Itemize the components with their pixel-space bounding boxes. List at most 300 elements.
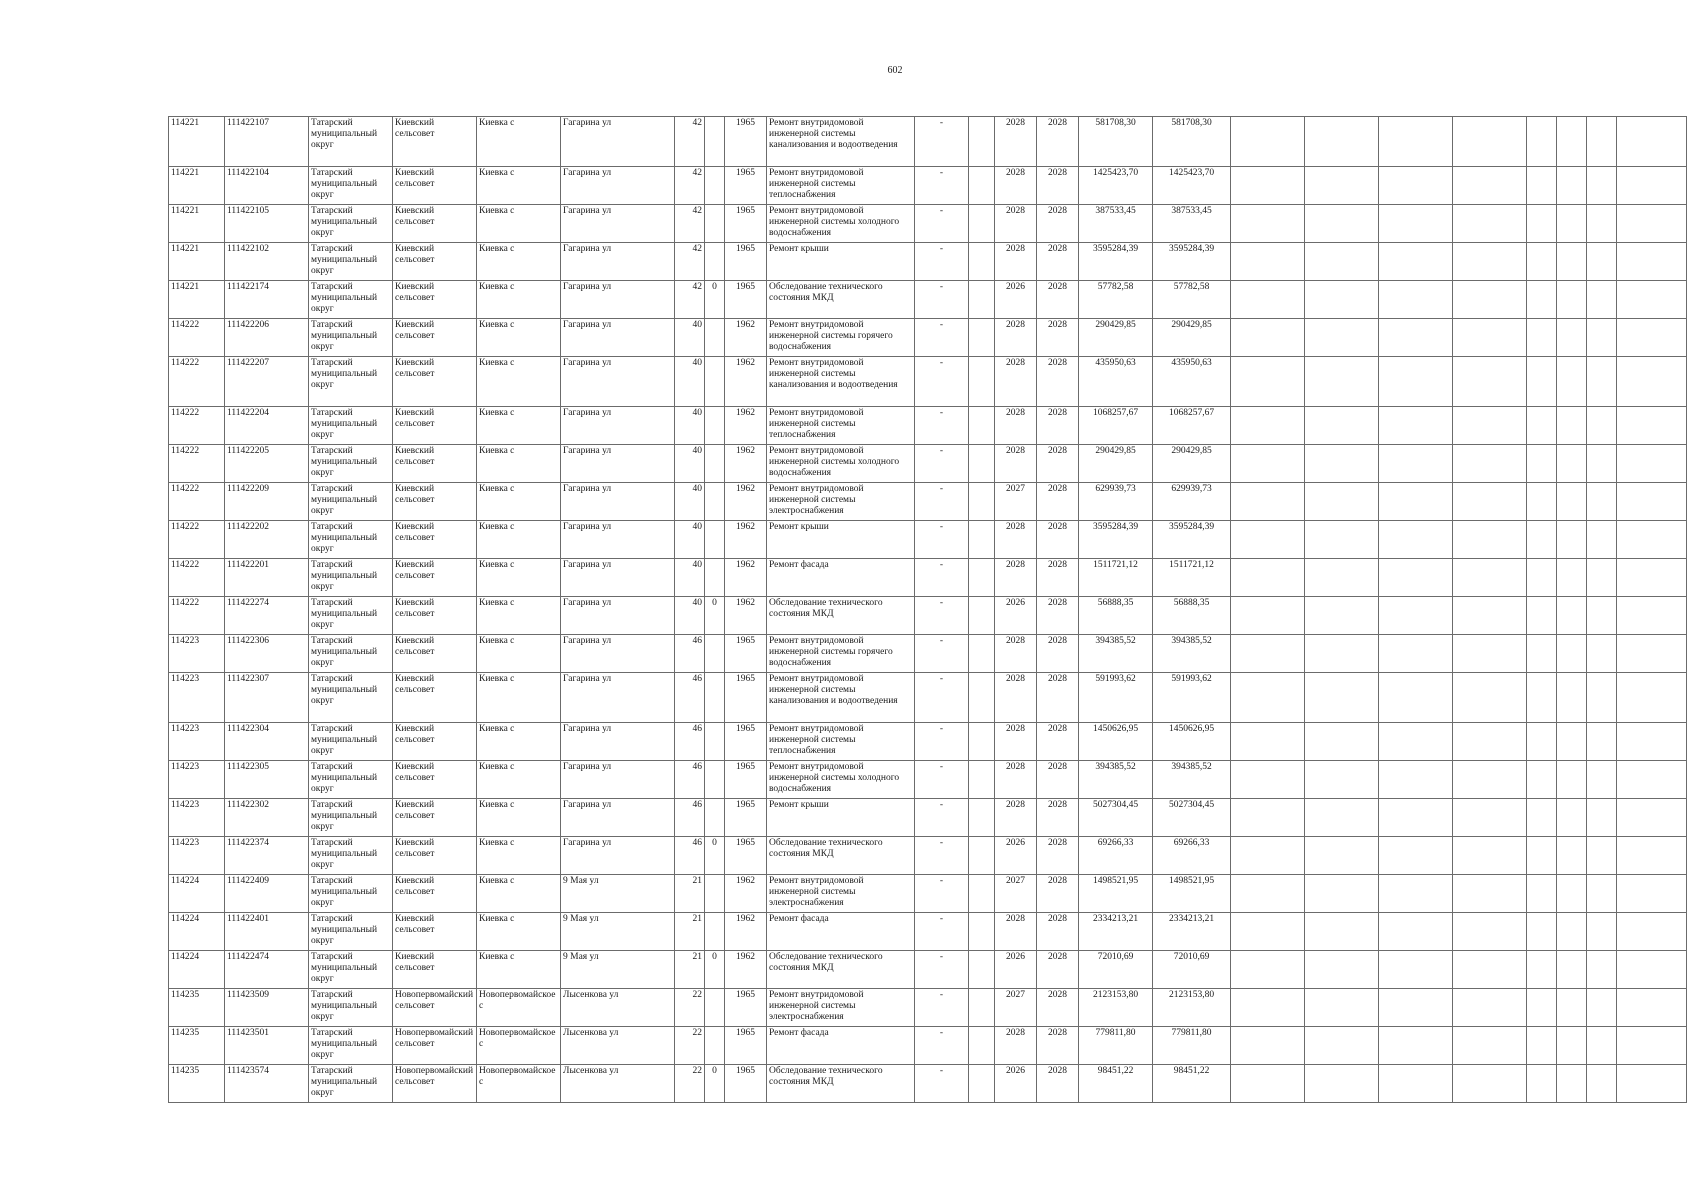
row-end-year: 2028 xyxy=(1037,761,1079,799)
row-year: 1965 xyxy=(725,1027,767,1065)
row-dash: - xyxy=(915,761,969,799)
row-year: 1962 xyxy=(725,951,767,989)
row-district: Татарский муниципальный округ xyxy=(309,635,393,673)
row-work: Обследование технического состояния МКД xyxy=(767,837,915,875)
empty-cell xyxy=(1587,357,1617,407)
row-blank xyxy=(969,875,995,913)
empty-cell xyxy=(1379,723,1453,761)
row-work: Ремонт внутридомовой инженерной системы канализования и водоотведения xyxy=(767,673,915,723)
table-row xyxy=(169,407,1687,445)
row-settlement: Киевка с xyxy=(477,167,561,205)
row-council: Киевский сельсовет xyxy=(393,357,477,407)
row-end-year: 2028 xyxy=(1037,635,1079,673)
empty-cell xyxy=(1617,319,1687,357)
row-dash: - xyxy=(915,1027,969,1065)
table-row xyxy=(169,281,1687,319)
row-district: Татарский муниципальный округ xyxy=(309,875,393,913)
row-street: Гагарина ул xyxy=(561,407,675,445)
row-house: 42 xyxy=(675,281,705,319)
row-settlement: Киевка с xyxy=(477,483,561,521)
row-end-year: 2028 xyxy=(1037,281,1079,319)
row-total: 1425423,70 xyxy=(1153,167,1231,205)
empty-cell xyxy=(1527,875,1557,913)
empty-cell xyxy=(1379,799,1453,837)
row-id: 111422202 xyxy=(225,521,309,559)
row-start-year: 2028 xyxy=(995,799,1037,837)
row-blank xyxy=(969,673,995,723)
empty-cell xyxy=(1557,281,1587,319)
empty-cell xyxy=(1305,761,1379,799)
row-total: 394385,52 xyxy=(1153,761,1231,799)
row-settlement: Киевка с xyxy=(477,243,561,281)
row-blank xyxy=(969,635,995,673)
row-code: 114224 xyxy=(169,875,225,913)
empty-cell xyxy=(1557,167,1587,205)
row-start-year: 2027 xyxy=(995,875,1037,913)
row-settlement: Новопервомайское с xyxy=(477,1027,561,1065)
empty-cell xyxy=(1379,243,1453,281)
empty-cell xyxy=(1379,319,1453,357)
row-council: Киевский сельсовет xyxy=(393,205,477,243)
row-work: Ремонт внутридомовой инженерной системы холодного водоснабжения xyxy=(767,205,915,243)
table-row xyxy=(169,1065,1687,1103)
row-work: Ремонт внутридомовой инженерной системы теплоснабжения xyxy=(767,407,915,445)
row-id: 111422206 xyxy=(225,319,309,357)
row-id: 111422174 xyxy=(225,281,309,319)
empty-cell xyxy=(1557,673,1587,723)
row-dash: - xyxy=(915,407,969,445)
empty-cell xyxy=(1617,243,1687,281)
empty-cell xyxy=(1587,837,1617,875)
empty-cell xyxy=(1453,117,1527,167)
empty-cell xyxy=(1379,281,1453,319)
row-code: 114224 xyxy=(169,913,225,951)
row-cost: 1068257,67 xyxy=(1079,407,1153,445)
row-cost: 69266,33 xyxy=(1079,837,1153,875)
row-code: 114222 xyxy=(169,357,225,407)
row-council: Киевский сельсовет xyxy=(393,521,477,559)
row-cost: 1425423,70 xyxy=(1079,167,1153,205)
row-district: Татарский муниципальный округ xyxy=(309,357,393,407)
empty-cell xyxy=(1379,989,1453,1027)
empty-cell xyxy=(1453,723,1527,761)
row-district: Татарский муниципальный округ xyxy=(309,281,393,319)
row-code: 114221 xyxy=(169,167,225,205)
empty-cell xyxy=(1557,723,1587,761)
empty-cell xyxy=(1305,635,1379,673)
row-blank xyxy=(969,521,995,559)
row-house: 46 xyxy=(675,673,705,723)
row-street: 9 Мая ул xyxy=(561,913,675,951)
row-total: 290429,85 xyxy=(1153,445,1231,483)
table-row xyxy=(169,989,1687,1027)
empty-cell xyxy=(1231,445,1305,483)
row-house: 46 xyxy=(675,799,705,837)
empty-cell xyxy=(1617,597,1687,635)
empty-cell xyxy=(1305,597,1379,635)
row-work: Обследование технического состояния МКД xyxy=(767,951,915,989)
row-cost: 591993,62 xyxy=(1079,673,1153,723)
table-row xyxy=(169,357,1687,407)
row-council: Киевский сельсовет xyxy=(393,281,477,319)
empty-cell xyxy=(1231,407,1305,445)
row-dash: - xyxy=(915,597,969,635)
row-district: Татарский муниципальный округ xyxy=(309,521,393,559)
table-row xyxy=(169,875,1687,913)
row-house: 40 xyxy=(675,483,705,521)
empty-cell xyxy=(1231,673,1305,723)
row-street: Лысенкова ул xyxy=(561,989,675,1027)
row-end-year: 2028 xyxy=(1037,673,1079,723)
row-start-year: 2028 xyxy=(995,357,1037,407)
row-district: Татарский муниципальный округ xyxy=(309,951,393,989)
row-blank xyxy=(969,1027,995,1065)
row-blank xyxy=(969,913,995,951)
row-district: Татарский муниципальный округ xyxy=(309,483,393,521)
row-work: Ремонт крыши xyxy=(767,799,915,837)
row-id: 111422107 xyxy=(225,117,309,167)
empty-cell xyxy=(1557,799,1587,837)
row-end-year: 2028 xyxy=(1037,799,1079,837)
empty-cell xyxy=(1527,723,1557,761)
row-cost: 98451,22 xyxy=(1079,1065,1153,1103)
row-code: 114222 xyxy=(169,521,225,559)
row-work: Ремонт внутридомовой инженерной системы канализования и водоотведения xyxy=(767,357,915,407)
row-work: Ремонт крыши xyxy=(767,521,915,559)
row-blank xyxy=(969,597,995,635)
row-id: 111422207 xyxy=(225,357,309,407)
row-id: 111422274 xyxy=(225,597,309,635)
empty-cell xyxy=(1231,167,1305,205)
empty-cell xyxy=(1557,117,1587,167)
row-cost: 435950,63 xyxy=(1079,357,1153,407)
empty-cell xyxy=(1453,407,1527,445)
row-cost: 290429,85 xyxy=(1079,319,1153,357)
row-house: 21 xyxy=(675,913,705,951)
empty-cell xyxy=(1557,837,1587,875)
row-code: 114221 xyxy=(169,205,225,243)
empty-cell xyxy=(1305,799,1379,837)
row-street: 9 Мая ул xyxy=(561,951,675,989)
row-end-year: 2028 xyxy=(1037,913,1079,951)
row-work: Ремонт крыши xyxy=(767,243,915,281)
empty-cell xyxy=(1305,951,1379,989)
row-council: Киевский сельсовет xyxy=(393,951,477,989)
row-total: 57782,58 xyxy=(1153,281,1231,319)
empty-cell xyxy=(1527,281,1557,319)
row-work: Ремонт внутридомовой инженерной системы холодного водоснабжения xyxy=(767,445,915,483)
row-start-year: 2028 xyxy=(995,319,1037,357)
table-row xyxy=(169,445,1687,483)
empty-cell xyxy=(1587,799,1617,837)
row-cost: 629939,73 xyxy=(1079,483,1153,521)
empty-cell xyxy=(1587,167,1617,205)
empty-cell xyxy=(1379,837,1453,875)
table-row xyxy=(169,761,1687,799)
row-dash: - xyxy=(915,483,969,521)
row-start-year: 2028 xyxy=(995,673,1037,723)
empty-cell xyxy=(1453,319,1527,357)
row-blank xyxy=(969,951,995,989)
empty-cell xyxy=(1617,483,1687,521)
row-dash: - xyxy=(915,281,969,319)
row-end-year: 2028 xyxy=(1037,167,1079,205)
table-row xyxy=(169,951,1687,989)
empty-cell xyxy=(1305,167,1379,205)
empty-cell xyxy=(1453,951,1527,989)
empty-cell xyxy=(1527,521,1557,559)
row-total: 387533,45 xyxy=(1153,205,1231,243)
empty-cell xyxy=(1453,483,1527,521)
empty-cell xyxy=(1453,597,1527,635)
row-cost: 1450626,95 xyxy=(1079,723,1153,761)
empty-cell xyxy=(1587,597,1617,635)
row-street: Гагарина ул xyxy=(561,761,675,799)
row-work: Ремонт фасада xyxy=(767,559,915,597)
row-cost: 581708,30 xyxy=(1079,117,1153,167)
row-cost: 394385,52 xyxy=(1079,761,1153,799)
row-blank xyxy=(969,989,995,1027)
row-settlement: Киевка с xyxy=(477,913,561,951)
empty-cell xyxy=(1231,117,1305,167)
row-street: Гагарина ул xyxy=(561,117,675,167)
row-code: 114224 xyxy=(169,951,225,989)
row-work: Ремонт фасада xyxy=(767,1027,915,1065)
row-end-year: 2028 xyxy=(1037,597,1079,635)
empty-cell xyxy=(1453,673,1527,723)
empty-cell xyxy=(1617,281,1687,319)
empty-cell xyxy=(1527,1065,1557,1103)
row-id: 111422102 xyxy=(225,243,309,281)
empty-cell xyxy=(1305,521,1379,559)
empty-cell xyxy=(1305,673,1379,723)
empty-cell xyxy=(1379,1027,1453,1065)
row-dash: - xyxy=(915,951,969,989)
row-dash: - xyxy=(915,319,969,357)
row-blank xyxy=(969,319,995,357)
row-blank xyxy=(969,205,995,243)
row-district: Татарский муниципальный округ xyxy=(309,559,393,597)
row-building xyxy=(705,761,725,799)
row-cost: 3595284,39 xyxy=(1079,243,1153,281)
row-settlement: Киевка с xyxy=(477,635,561,673)
row-house: 22 xyxy=(675,1065,705,1103)
row-end-year: 2028 xyxy=(1037,875,1079,913)
row-end-year: 2028 xyxy=(1037,989,1079,1027)
row-id: 111422409 xyxy=(225,875,309,913)
row-house: 46 xyxy=(675,837,705,875)
empty-cell xyxy=(1527,673,1557,723)
table-row xyxy=(169,837,1687,875)
empty-cell xyxy=(1557,1065,1587,1103)
row-total: 98451,22 xyxy=(1153,1065,1231,1103)
empty-cell xyxy=(1231,559,1305,597)
row-district: Татарский муниципальный округ xyxy=(309,167,393,205)
row-house: 40 xyxy=(675,357,705,407)
row-building xyxy=(705,319,725,357)
empty-cell xyxy=(1617,875,1687,913)
empty-cell xyxy=(1557,913,1587,951)
empty-cell xyxy=(1587,205,1617,243)
row-total: 290429,85 xyxy=(1153,319,1231,357)
row-council: Киевский сельсовет xyxy=(393,559,477,597)
empty-cell xyxy=(1305,559,1379,597)
row-year: 1962 xyxy=(725,597,767,635)
row-work: Ремонт внутридомовой инженерной системы электроснабжения xyxy=(767,483,915,521)
empty-cell xyxy=(1231,521,1305,559)
empty-cell xyxy=(1617,205,1687,243)
row-district: Татарский муниципальный округ xyxy=(309,205,393,243)
table-row xyxy=(169,167,1687,205)
row-settlement: Киевка с xyxy=(477,951,561,989)
row-work: Ремонт внутридомовой инженерной системы горячего водоснабжения xyxy=(767,635,915,673)
row-code: 114222 xyxy=(169,483,225,521)
row-building xyxy=(705,1027,725,1065)
row-work: Ремонт внутридомовой инженерной системы электроснабжения xyxy=(767,875,915,913)
row-id: 111422204 xyxy=(225,407,309,445)
row-total: 1450626,95 xyxy=(1153,723,1231,761)
row-end-year: 2028 xyxy=(1037,483,1079,521)
empty-cell xyxy=(1617,167,1687,205)
row-total: 72010,69 xyxy=(1153,951,1231,989)
empty-cell xyxy=(1587,723,1617,761)
row-street: Гагарина ул xyxy=(561,635,675,673)
empty-cell xyxy=(1453,989,1527,1027)
row-blank xyxy=(969,799,995,837)
empty-cell xyxy=(1527,635,1557,673)
row-settlement: Киевка с xyxy=(477,673,561,723)
row-council: Киевский сельсовет xyxy=(393,407,477,445)
row-end-year: 2028 xyxy=(1037,1065,1079,1103)
row-total: 3595284,39 xyxy=(1153,243,1231,281)
row-dash: - xyxy=(915,521,969,559)
row-dash: - xyxy=(915,799,969,837)
empty-cell xyxy=(1453,521,1527,559)
empty-cell xyxy=(1305,1027,1379,1065)
table-row xyxy=(169,483,1687,521)
row-id: 111422474 xyxy=(225,951,309,989)
row-work: Обследование технического состояния МКД xyxy=(767,1065,915,1103)
row-end-year: 2028 xyxy=(1037,243,1079,281)
empty-cell xyxy=(1527,913,1557,951)
empty-cell xyxy=(1453,875,1527,913)
row-id: 111422302 xyxy=(225,799,309,837)
row-house: 46 xyxy=(675,635,705,673)
row-code: 114223 xyxy=(169,837,225,875)
empty-cell xyxy=(1617,407,1687,445)
row-work: Ремонт внутридомовой инженерной системы электроснабжения xyxy=(767,989,915,1027)
row-dash: - xyxy=(915,723,969,761)
row-year: 1965 xyxy=(725,723,767,761)
empty-cell xyxy=(1231,913,1305,951)
row-year: 1962 xyxy=(725,875,767,913)
row-building xyxy=(705,445,725,483)
row-council: Киевский сельсовет xyxy=(393,635,477,673)
row-street: Гагарина ул xyxy=(561,445,675,483)
row-district: Татарский муниципальный округ xyxy=(309,597,393,635)
row-building xyxy=(705,799,725,837)
row-building xyxy=(705,483,725,521)
row-total: 435950,63 xyxy=(1153,357,1231,407)
row-building xyxy=(705,559,725,597)
row-year: 1965 xyxy=(725,673,767,723)
row-code: 114223 xyxy=(169,723,225,761)
empty-cell xyxy=(1231,357,1305,407)
table-row xyxy=(169,913,1687,951)
row-cost: 387533,45 xyxy=(1079,205,1153,243)
empty-cell xyxy=(1453,281,1527,319)
row-settlement: Киевка с xyxy=(477,799,561,837)
empty-cell xyxy=(1305,117,1379,167)
row-house: 21 xyxy=(675,875,705,913)
empty-cell xyxy=(1527,989,1557,1027)
row-house: 22 xyxy=(675,1027,705,1065)
row-blank xyxy=(969,407,995,445)
row-id: 111422401 xyxy=(225,913,309,951)
empty-cell xyxy=(1453,167,1527,205)
row-street: Гагарина ул xyxy=(561,521,675,559)
row-start-year: 2028 xyxy=(995,723,1037,761)
row-council: Киевский сельсовет xyxy=(393,167,477,205)
row-settlement: Киевка с xyxy=(477,357,561,407)
empty-cell xyxy=(1617,837,1687,875)
empty-cell xyxy=(1557,357,1587,407)
empty-cell xyxy=(1617,799,1687,837)
empty-cell xyxy=(1557,635,1587,673)
empty-cell xyxy=(1379,205,1453,243)
empty-cell xyxy=(1527,799,1557,837)
row-street: Гагарина ул xyxy=(561,483,675,521)
row-building xyxy=(705,989,725,1027)
row-dash: - xyxy=(915,357,969,407)
empty-cell xyxy=(1231,951,1305,989)
empty-cell xyxy=(1587,875,1617,913)
empty-cell xyxy=(1231,799,1305,837)
empty-cell xyxy=(1379,483,1453,521)
row-district: Татарский муниципальный округ xyxy=(309,761,393,799)
row-dash: - xyxy=(915,445,969,483)
empty-cell xyxy=(1231,837,1305,875)
empty-cell xyxy=(1453,761,1527,799)
empty-cell xyxy=(1379,167,1453,205)
empty-cell xyxy=(1617,723,1687,761)
row-year: 1965 xyxy=(725,117,767,167)
empty-cell xyxy=(1617,521,1687,559)
empty-cell xyxy=(1587,761,1617,799)
empty-cell xyxy=(1527,205,1557,243)
empty-cell xyxy=(1379,673,1453,723)
row-district: Татарский муниципальный округ xyxy=(309,1027,393,1065)
row-total: 1511721,12 xyxy=(1153,559,1231,597)
row-year: 1965 xyxy=(725,989,767,1027)
row-year: 1962 xyxy=(725,521,767,559)
row-start-year: 2026 xyxy=(995,281,1037,319)
row-house: 40 xyxy=(675,319,705,357)
empty-cell xyxy=(1527,1027,1557,1065)
row-settlement: Киевка с xyxy=(477,445,561,483)
row-year: 1962 xyxy=(725,559,767,597)
empty-cell xyxy=(1453,799,1527,837)
row-year: 1962 xyxy=(725,445,767,483)
row-settlement: Киевка с xyxy=(477,597,561,635)
row-end-year: 2028 xyxy=(1037,445,1079,483)
row-blank xyxy=(969,243,995,281)
row-blank xyxy=(969,117,995,167)
row-building xyxy=(705,205,725,243)
page-number: 602 xyxy=(887,65,903,76)
empty-cell xyxy=(1617,1027,1687,1065)
empty-cell xyxy=(1231,319,1305,357)
